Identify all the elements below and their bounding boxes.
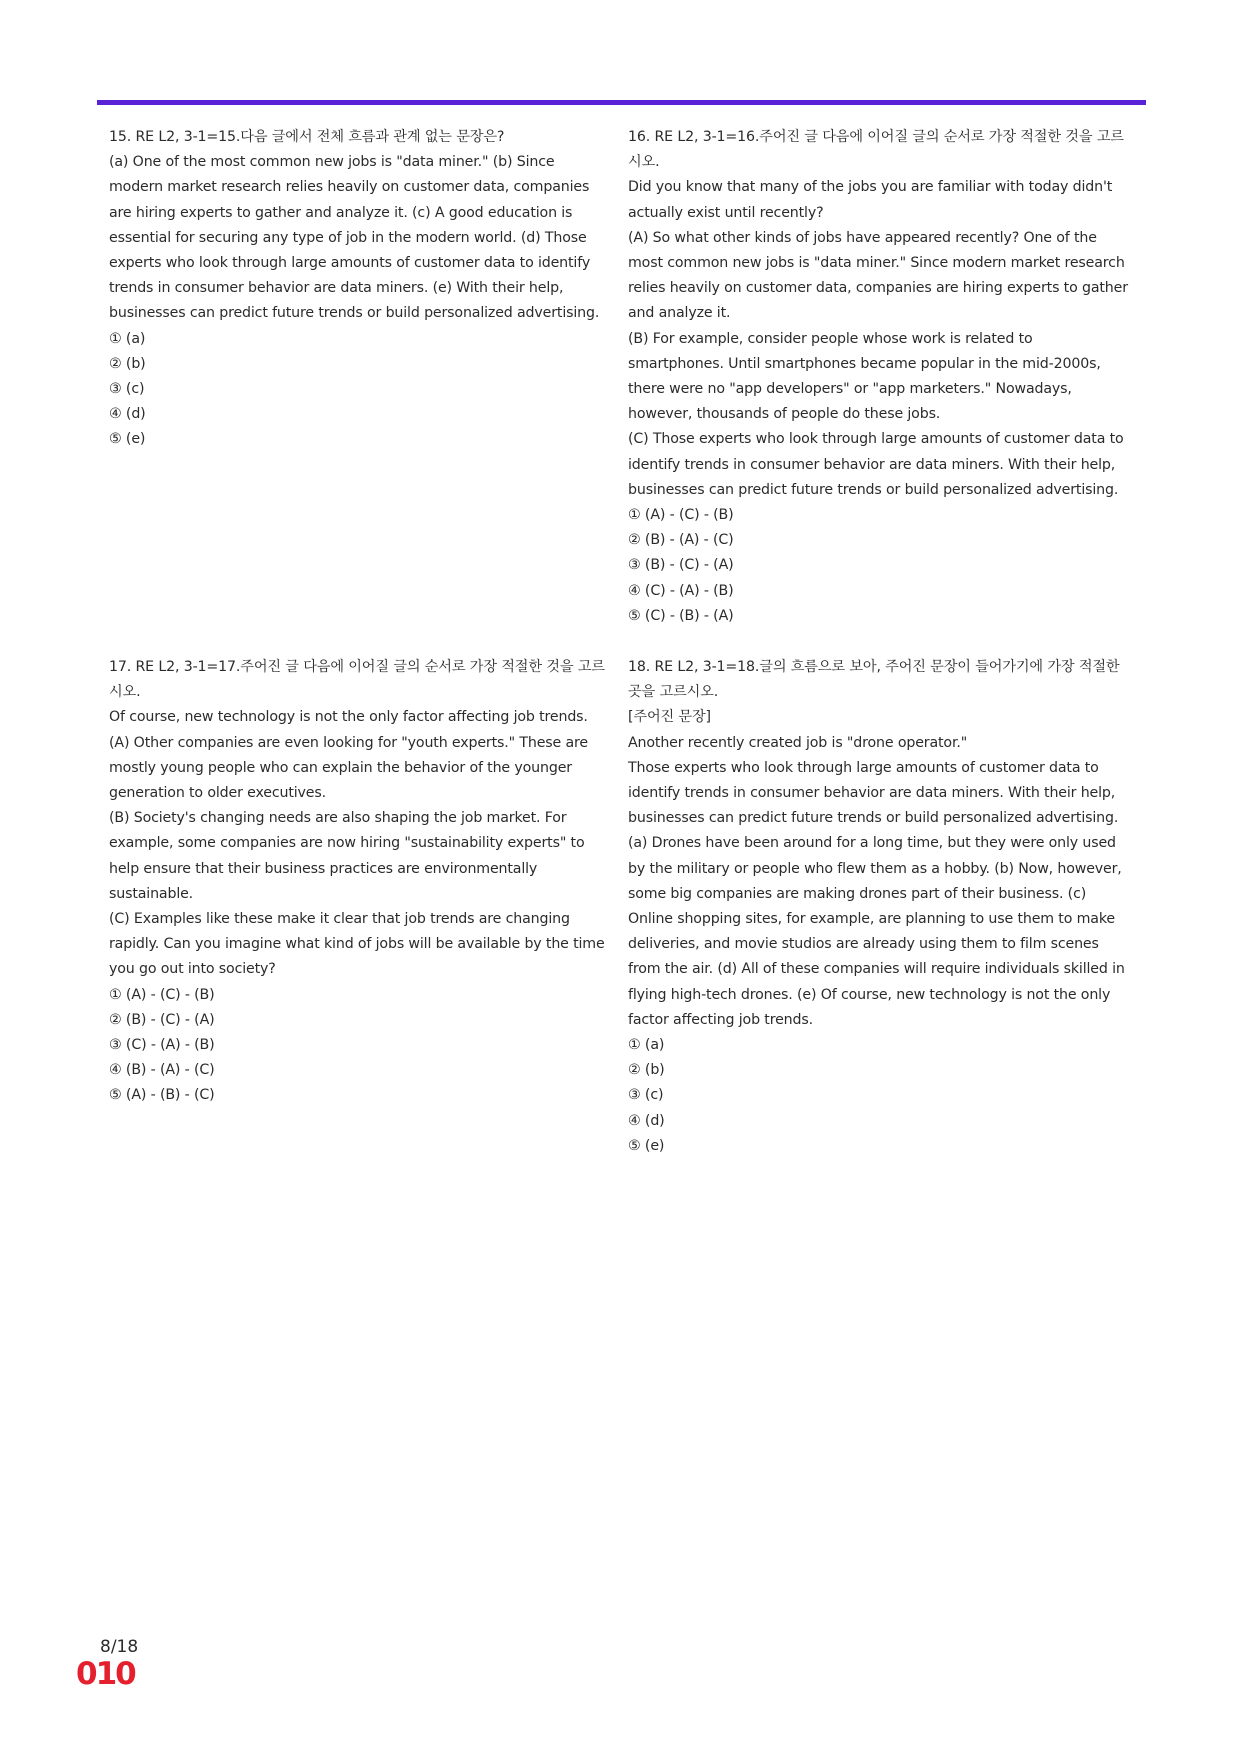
given-sentence-label: [주어진 문장]	[628, 709, 711, 726]
answer-choice-2[interactable]: ② (B) - (C) - (A)	[109, 1011, 215, 1028]
answer-choice-3[interactable]: ③ (B) - (C) - (A)	[628, 557, 734, 574]
question-header: 17. RE L2, 3-1=17.주어진 글 다음에 이어질 글의 순서로 가장 적절한 것을 고르시오.	[109, 659, 605, 701]
answer-choices	[109, 327, 609, 453]
passage-part-a: (A) Other companies are even looking for "youth experts." These are mostly young people who can explain the behavior of the younger generation to older executives.	[109, 734, 588, 802]
question-passage: Those experts who look through large amounts of customer data to identify trends in consumer behavior are data miners. With their help, businesses can predict future trends or build personalized advertising. (a) Drones have been around for a long time, but they were only used by the military or people who flew them as a hobby. (b) Now, however, some big companies are making drones part of their business. (c) Online shopping sites, for example, are planning to use them to make deliveries, and movie studios are already using them to film scenes from the air. (d) All of these companies will require individuals skilled in flying high-tech drones. (e) Of course, new technology is not the only factor affecting job trends.	[628, 759, 1125, 1028]
answer-choice-3[interactable]: ③ (c)	[628, 1087, 664, 1104]
question-passage: (a) One of the most common new jobs is "data miner." (b) Since modern market research relies heavily on customer data, companies are hiring experts to gather and analyze it. (c) A good education is essential for securing any type of job in the modern world. (d) Those experts who look through large amounts of customer data to identify trends in consumer behavior are data miners. (e) With their help, businesses can predict future trends or build personalized advertising.	[109, 154, 600, 322]
question-16	[628, 125, 1128, 629]
answer-choice-2[interactable]: ② (b)	[628, 1062, 665, 1079]
answer-choice-4[interactable]: ④ (d)	[109, 406, 146, 423]
passage-part-c: (C) Examples like these make it clear that job trends are changing rapidly. Can you imagine what kind of jobs will be available by the time you go out into society?	[109, 911, 605, 978]
answer-choice-3[interactable]: ③ (C) - (A) - (B)	[109, 1037, 215, 1054]
answer-choice-4[interactable]: ④ (d)	[628, 1112, 665, 1129]
question-17	[109, 655, 609, 1109]
passage-part-a: (A) So what other kinds of jobs have appeared recently? One of the most common new jobs is "data miner." Since modern market research relies heavily on customer data, companies are hiring experts to gather and analyze it.	[628, 229, 1128, 322]
answer-choice-2[interactable]: ② (b)	[109, 355, 146, 372]
question-intro: Of course, new technology is not the only factor affecting job trends.	[109, 709, 588, 726]
answer-choice-1[interactable]: ① (a)	[109, 330, 146, 347]
answer-choice-4[interactable]: ④ (B) - (A) - (C)	[109, 1062, 215, 1079]
question-header: 18. RE L2, 3-1=18.글의 흐름으로 보아, 주어진 문장이 들어가기에 가장 적절한 곳을 고르시오.	[628, 659, 1120, 701]
answer-choice-3[interactable]: ③ (c)	[109, 381, 145, 398]
answer-choice-4[interactable]: ④ (C) - (A) - (B)	[628, 582, 734, 599]
passage-part-b: (B) Society's changing needs are also shaping the job market. For example, some companies are now hiring "sustainability experts" to help ensure that their business practices are environmentally sustainable.	[109, 810, 585, 902]
answer-choices	[628, 1033, 1128, 1159]
passage-part-b: (B) For example, consider people whose work is related to smartphones. Until smartphones became popular in the mid-2000s, there were no "app developers" or "app marketers." Nowadays, however, thousands of people do these jobs.	[628, 330, 1101, 423]
given-sentence: Another recently created job is "drone operator."	[628, 734, 968, 751]
answer-choice-5[interactable]: ⑤ (e)	[628, 1137, 665, 1154]
question-15	[109, 125, 609, 453]
answer-choice-2[interactable]: ② (B) - (A) - (C)	[628, 532, 734, 549]
question-18	[628, 655, 1128, 1159]
answer-choice-1[interactable]: ① (A) - (C) - (B)	[628, 507, 734, 524]
question-header: 15. RE L2, 3-1=15.다음 글에서 전체 흐름과 관계 없는 문장은?	[109, 129, 505, 145]
question-header: 16. RE L2, 3-1=16.주어진 글 다음에 이어질 글의 순서로 가장 적절한 것을 고르시오.	[628, 129, 1124, 171]
answer-choice-5[interactable]: ⑤ (e)	[109, 431, 146, 448]
header-divider	[97, 100, 1146, 105]
page-number: 8/18	[100, 1637, 139, 1657]
answer-choice-1[interactable]: ① (A) - (C) - (B)	[109, 986, 215, 1003]
answer-choices	[628, 503, 1128, 629]
brand-logo: 010	[76, 1656, 135, 1692]
answer-choice-5[interactable]: ⑤ (A) - (B) - (C)	[109, 1087, 215, 1104]
answer-choice-5[interactable]: ⑤ (C) - (B) - (A)	[628, 607, 734, 624]
question-intro: Did you know that many of the jobs you are familiar with today didn't actually exist until recently?	[628, 179, 1113, 221]
answer-choices	[109, 983, 609, 1109]
answer-choice-1[interactable]: ① (a)	[628, 1037, 665, 1054]
passage-part-c: (C) Those experts who look through large amounts of customer data to identify trends in consumer behavior are data miners. With their help, businesses can predict future trends or build personalized advertising.	[628, 431, 1124, 498]
